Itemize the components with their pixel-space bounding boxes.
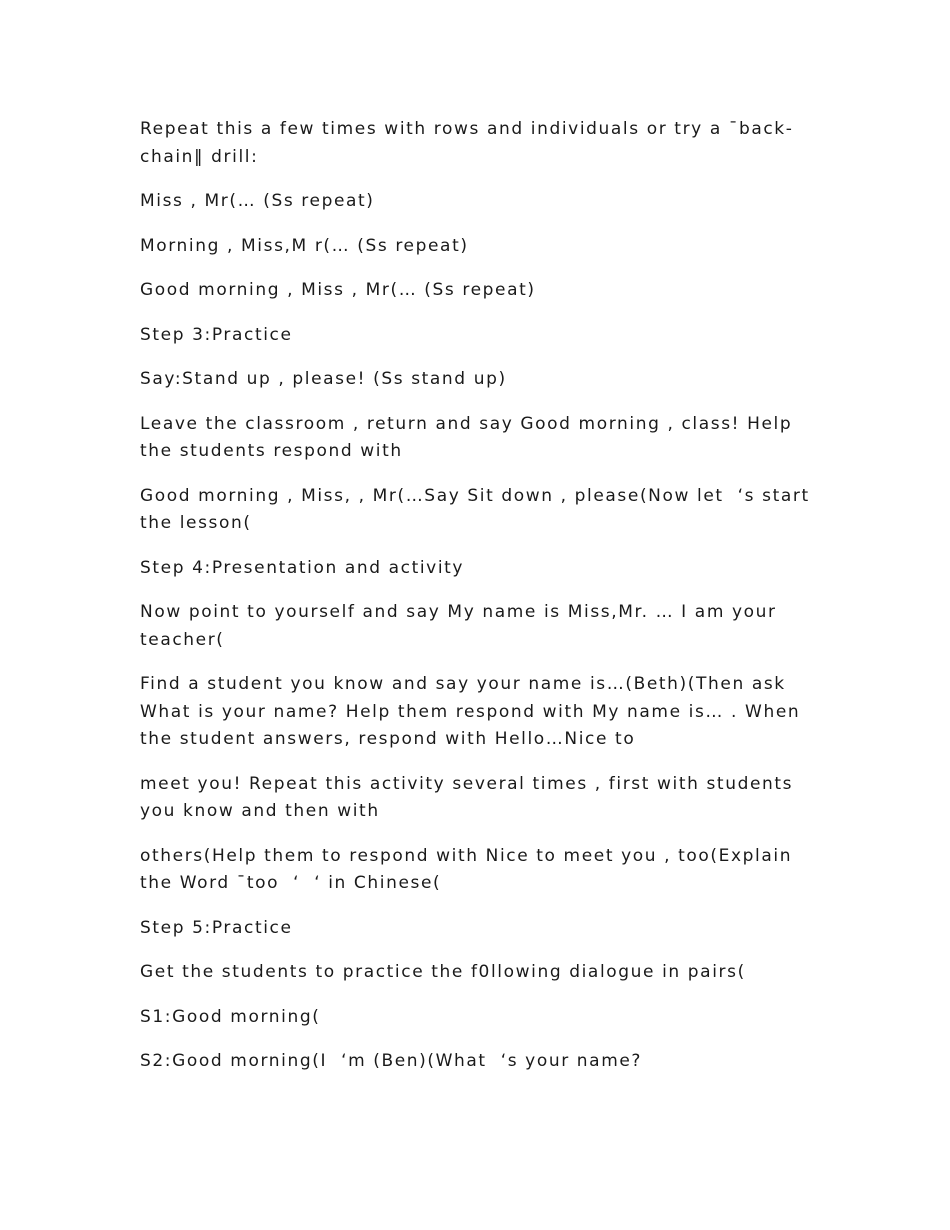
step-heading: Step 3:Practice <box>140 324 293 345</box>
paragraph: Get the students to practice the f0llowing dialogue in pairs( <box>140 962 746 982</box>
paragraph: Good morning , Miss, , Mr(…Say Sit down , please(Now let ‘s start the lesson( <box>140 485 817 533</box>
paragraph: Say:Stand up , please! (Ss stand up) <box>140 369 507 389</box>
paragraph: Miss , Mr(… (Ss repeat) <box>140 191 375 211</box>
paragraph: Morning , Miss,M r(… (Ss repeat) <box>140 235 469 256</box>
paragraph: Good morning , Miss , Mr(… (Ss repeat) <box>140 280 536 300</box>
paragraph: Leave the classroom , return and say Good morning , class! Help the students respond with <box>140 413 800 461</box>
paragraph: meet you! Repeat this activity several times , first with students you know and then with <box>140 773 801 821</box>
paragraph: others(Help them to respond with Nice to meet you , too(Explain the Word ¯too ‘ ‘ in Chinese( <box>140 845 800 893</box>
paragraph: Now point to yourself and say My name is Miss,Mr. … I am your teacher( <box>140 602 784 650</box>
step-heading: Step 4:Presentation and activity <box>140 557 465 578</box>
paragraph: Find a student you know and say your name is…(Beth)(Then ask What is your name? Help them respond with My name is… . When the student answers, respond with Hello…Nice to <box>140 674 808 749</box>
document-page <box>140 116 820 1093</box>
step-heading: Step 5:Practice <box>140 917 293 938</box>
dialogue-line: S1:Good morning( <box>140 1006 321 1027</box>
dialogue-line: S2:Good morning(I ‘m (Ben)(What ‘s your name? <box>140 1051 643 1071</box>
paragraph: Repeat this a few times with rows and individuals or try a ¯back-chain‖ drill: <box>140 119 794 167</box>
